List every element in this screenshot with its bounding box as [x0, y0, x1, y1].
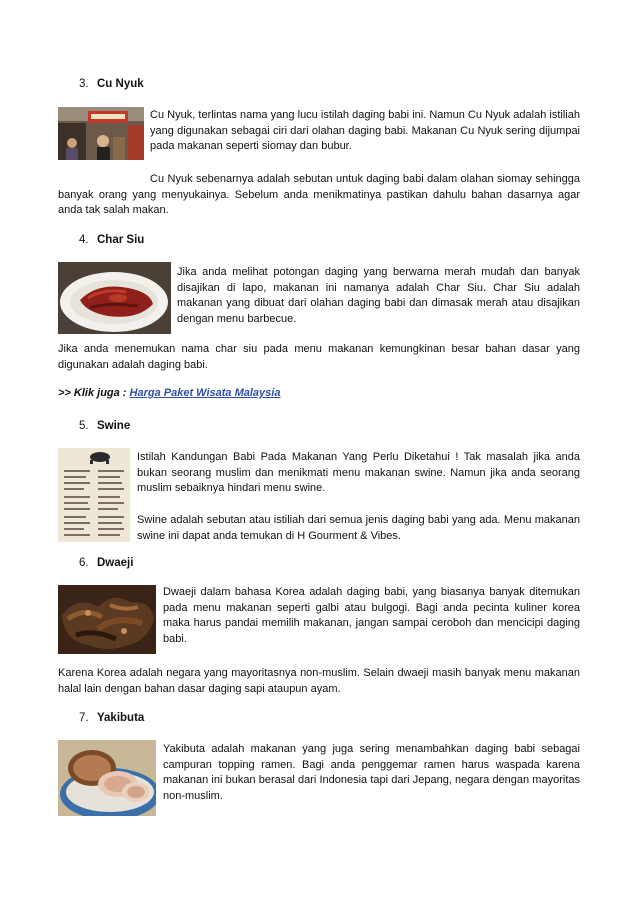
related-link-line — [58, 387, 280, 399]
section-title: Dwaeji — [97, 557, 134, 569]
harga-paket-wisata-link[interactable]: Harga Paket Wisata Malaysia — [129, 387, 281, 399]
dwaeji-paragraph-2: Karena Korea adalah negara yang mayoritasnya non-muslim. Selain dwaeji masih banyak menu makanan halal lain dengan bahan dasar daging sapi ataupun ayam. — [58, 667, 580, 695]
section-title: Cu Nyuk — [97, 78, 144, 90]
char-siu-paragraph-2: Jika anda menemukan nama char siu pada menu makanan kemungkinan besar bahan dasar yang digunakan adalah daging babi. — [58, 343, 580, 371]
section-heading-char-siu — [79, 234, 144, 246]
section-title: Char Siu — [97, 234, 145, 246]
section-number: 4. — [79, 234, 89, 246]
dwaeji-meat-photo-icon — [58, 585, 156, 654]
cu-nyuk-paragraph-1: Cu Nyuk, terlintas nama yang lucu istilah daging babi ini. Namun Cu Nyuk adalah istiliah yang digunakan sebagai ciri dari olahan daging babi. Makanan Cu Nyuk sering dijumpai pada makanan seperti siomay dan bubur. — [150, 109, 580, 153]
section-heading-dwaeji — [79, 557, 133, 569]
char-siu-plate-photo-icon — [58, 262, 171, 334]
section-heading-yakibuta — [79, 712, 144, 724]
section-heading-cu-nyuk — [79, 78, 144, 90]
market-stall-photo-icon — [58, 107, 144, 160]
yakibuta-paragraph-1: Yakibuta adalah makanan yang juga sering menambahkan daging babi sebagai campuran topping ramen. Bagi anda penggemar ramen harus waspada karena makanan ini bukan berasal dari Indonesia tapi dari Jepang, negara dengan mayoritas non-muslim. — [163, 743, 580, 802]
char-siu-paragraph-1: Jika anda melihat potongan daging yang berwarna merah mudah dan banyak disajikan di lapo, makanan ini namanya adalah Char Siu. Char Siu adalah makanan yang dibuat dari olahan daging babi dan dimasak merah atau disajikan dengan menu barbecue. — [177, 266, 580, 325]
swine-paragraph-2: Swine adalah sebutan atau istiliah dari semua jenis daging babi yang ada. Menu makanan swine ini dapat anda temukan di H Gourment & Vibes. — [137, 514, 580, 542]
section-number: 6. — [79, 557, 89, 569]
section-number: 3. — [79, 78, 89, 90]
section-heading-swine — [79, 420, 130, 432]
link-prefix: >> Klik juga : — [58, 387, 130, 399]
section-title: Yakibuta — [97, 712, 145, 724]
swine-paragraph-1: Istilah Kandungan Babi Pada Makanan Yang Perlu Diketahui ! Tak masalah jika anda bukan seorang muslim dan menikmati menu makanan swine. Namun jika anda seorang muslim sebaiknya hindari menu swine. — [137, 451, 580, 495]
swine-menu-photo-icon — [58, 448, 130, 542]
section-number: 5. — [79, 420, 89, 432]
dwaeji-paragraph-1: Dwaeji dalam bahasa Korea adalah daging babi, yang biasanya banyak ditemukan pada menu makanan seperti galbi atau bulgogi. Bagi anda pecinta kuliner korea maka harus pandai memilih makanan, jangan sampai ceroboh dan mencicipi daging babi. — [163, 586, 580, 645]
section-title: Swine — [97, 420, 131, 432]
cu-nyuk-paragraph-2: Cu Nyuk sebenarnya adalah sebutan untuk daging babi dalam olahan siomay sehingga banyak orang yang menyukainya. Sebelum anda menikmatinya pastikan dahulu bahan dasarnya agar anda tak salah makan. — [58, 173, 580, 217]
yakibuta-slices-photo-icon — [58, 740, 156, 816]
section-number: 7. — [79, 712, 89, 724]
